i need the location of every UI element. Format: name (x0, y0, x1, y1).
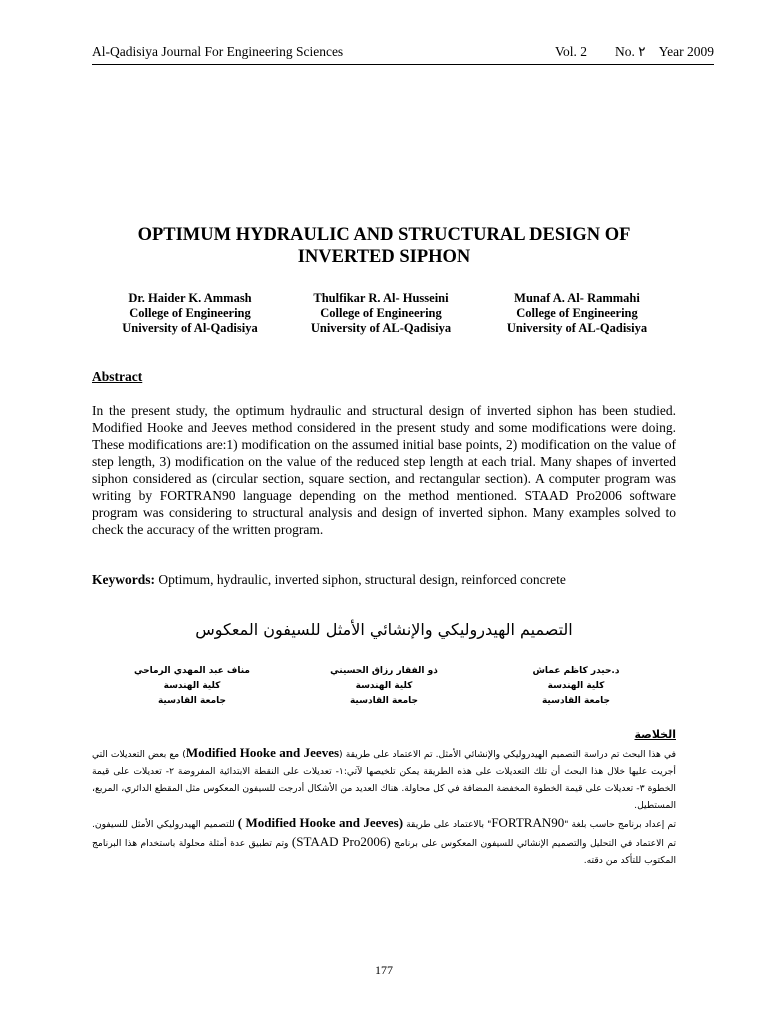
title-line-2: INVERTED SIPHON (297, 247, 471, 267)
arabic-paragraph-1 (92, 744, 676, 814)
arabic-author-2 (294, 664, 474, 709)
arabic-text: ) مع بعض التعديلات التي أجريت عليها خلال هذا البحث أن تلك التعديلات على هذه الطريقة يمكن تلخيصها لآتي:١- تعديلات على النقطة الابتدائية المفروضة ٢- تعديلات على قيمة الخطوة ٣- تعديلات على قيمة الخطوة المخفضة المضافة في كل محاولة. هناك العديد من الأشكال أدرجت للسيفون المعكوس مثل المقطع الدائري، المربع، المستطيل. (92, 749, 676, 811)
keywords (92, 572, 676, 588)
author-name: Munaf A. Al- Rammahi (514, 291, 640, 305)
author-college: College of Engineering (129, 306, 251, 320)
author-3 (482, 291, 672, 336)
keywords-label: Keywords: (92, 572, 155, 587)
arabic-text: للتصميم الهيدروليكي الأمثل للسيفون. تم الاعتماد في التحليل والتصميم الإنشائي للسيفون المعكوس على برنامج (92, 819, 676, 849)
arabic-author-1 (486, 664, 666, 709)
arabic-text: وتم تطبيق عدة أمثلة محلولة باستخدام هذا البرنامج المكتوب للتأكد من دقته. (92, 838, 676, 866)
language-name: FORTRAN90 (491, 815, 565, 830)
arabic-author-3 (102, 664, 282, 709)
author-university: University of AL-Qadisiya (310, 321, 452, 335)
issue-number: No. ٢ (615, 44, 646, 59)
arabic-summary-text (92, 744, 676, 869)
arabic-author-college: كلية الهندسة (547, 681, 605, 691)
arabic-author-college: كلية الهندسة (163, 681, 221, 691)
running-header (92, 44, 714, 62)
arabic-author-name: د.حيدر كاظم عماش (532, 666, 620, 676)
arabic-text: " بالاعتماد على طريقة (403, 819, 492, 830)
author-2 (286, 291, 476, 336)
title-line-1: OPTIMUM HYDRAULIC AND STRUCTURAL DESIGN OF (137, 225, 631, 245)
arabic-text: في هذا البحث تم دراسة التصميم الهيدروليكي والإنشائي الأمثل. تم الاعتماد على طريقة ( (339, 749, 677, 760)
header-rule (92, 64, 714, 65)
arabic-author-university: جامعة القادسية (541, 696, 611, 706)
author-name: Dr. Haider K. Ammash (128, 291, 252, 305)
arabic-author-name: ذو الفقار رزاق الحسيني (330, 666, 438, 676)
keywords-text: Optimum, hydraulic, inverted siphon, structural design, reinforced concrete (155, 572, 566, 587)
paper-title (92, 224, 676, 268)
author-college: College of Engineering (516, 306, 638, 320)
journal-name: Al-Qadisiya Journal For Engineering Sciences (92, 44, 344, 59)
author-block (92, 291, 676, 341)
abstract-heading: Abstract (92, 369, 143, 384)
author-college: College of Engineering (320, 306, 442, 320)
arabic-author-university: جامعة القادسية (349, 696, 419, 706)
volume: Vol. 2 (555, 44, 588, 59)
abstract-text: In the present study, the optimum hydraulic and structural design of inverted siphon has been studied. Modified Hooke and Jeeves method considered in the present study and some modifications were doing. These modifications are:1) modification on the assumed initial base points, 2) modification on the value of step length, 3) modification on the value of the reduced step length at each trial. Many shapes of inverted siphon considered as (circular section, square section, and rectangular section). A computer program was writing by FORTRAN90 language depending on the method mentioned. STAAD Pro2006 software program was considering to structural analysis and design of inverted siphon. Many examples solved to check the accuracy of the written program. (92, 403, 676, 537)
year: Year 2009 (658, 44, 714, 59)
author-1 (95, 291, 285, 336)
arabic-paragraph-2 (92, 814, 676, 869)
arabic-summary-heading: الخلاصة (634, 728, 676, 741)
arabic-author-university: جامعة القادسية (157, 696, 227, 706)
software-name: (STAAD Pro2006) (291, 834, 391, 849)
author-name: Thulfikar R. Al- Husseini (313, 291, 449, 305)
method-name: ( Modified Hooke and Jeeves) (237, 815, 404, 830)
arabic-author-college: كلية الهندسة (355, 681, 413, 691)
author-university: University of AL-Qadisiya (506, 321, 648, 335)
method-name: Modified Hooke and Jeeves (185, 745, 340, 760)
arabic-author-block (92, 664, 676, 712)
arabic-author-name: مناف عبد المهدي الرماحي (134, 666, 250, 676)
author-university: University of Al-Qadisiya (122, 321, 258, 335)
arabic-text: تم إعداد برنامج حاسب بلغة " (564, 819, 677, 830)
arabic-title: التصميم الهيدروليكي والإنشائي الأمثل للسيفون المعكوس (195, 620, 573, 639)
page-number: 177 (375, 963, 393, 977)
